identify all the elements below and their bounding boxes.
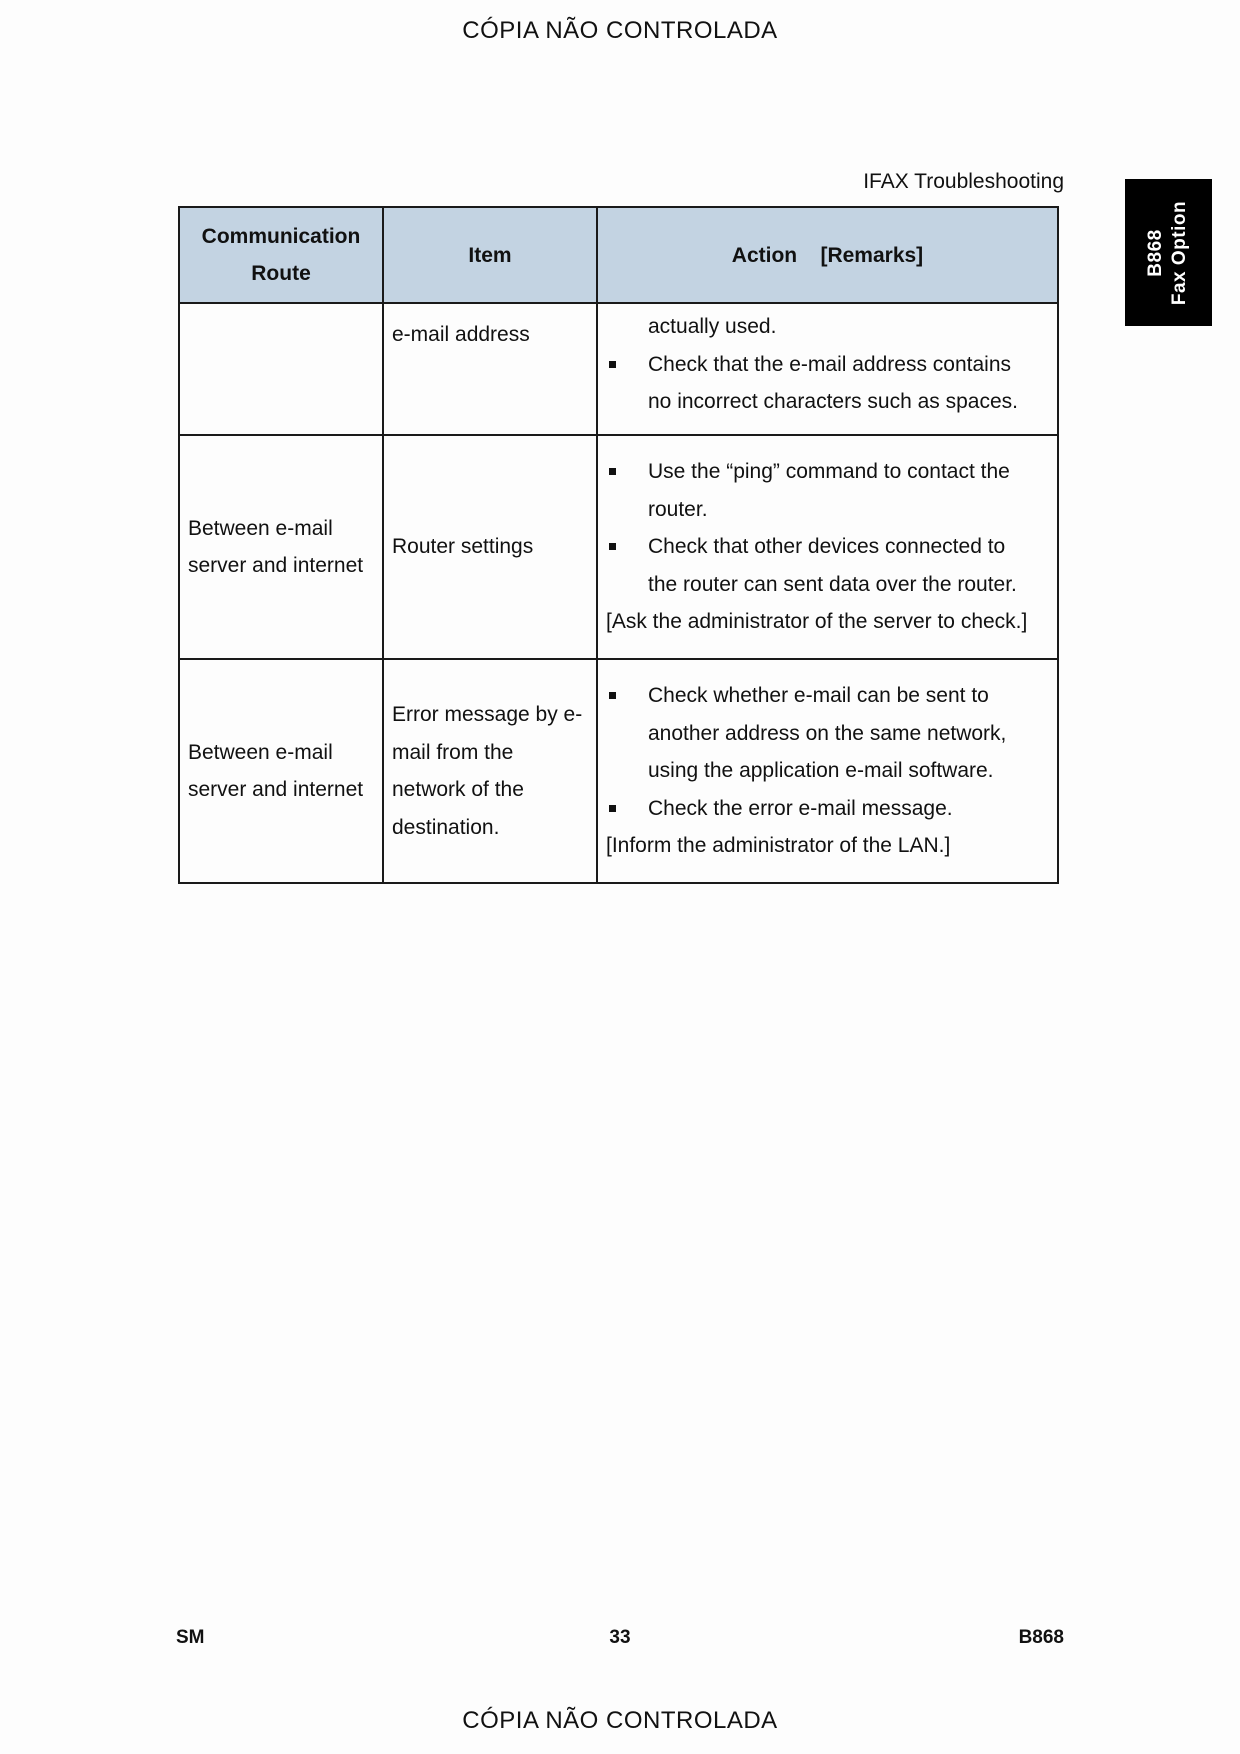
footer-manual-code: SM — [176, 1627, 205, 1648]
table-row — [179, 303, 1058, 435]
side-tab-model: B868 — [1145, 228, 1167, 277]
action-bullet: Check that other devices connected to — [606, 528, 1049, 566]
action-bullet: Check the error e-mail message. — [606, 790, 1049, 828]
action-bullet: Check that the e-mail address contains — [606, 346, 1049, 384]
item-cell: Error message by e-mail from the network of the destination. — [383, 659, 597, 883]
troubleshooting-table — [178, 206, 1059, 884]
action-bullet-continuation: another address on the same network, — [648, 721, 1007, 745]
action-cell — [597, 303, 1058, 435]
action-cell — [597, 435, 1058, 659]
action-bullet-continuation: router. — [648, 497, 708, 521]
table-header-row — [179, 207, 1058, 303]
route-cell: Between e-mail server and internet — [179, 435, 383, 659]
action-bullet-continuation: the router can sent data over the router. — [648, 572, 1017, 596]
item-cell: Router settings — [383, 435, 597, 659]
action-bullet: Use the “ping” command to contact the — [606, 453, 1049, 491]
table-row — [179, 435, 1058, 659]
table-row — [179, 659, 1058, 883]
action-bullet-continuation: using the application e-mail software. — [648, 759, 994, 783]
action-remark: [Ask the administrator of the server to check.] — [606, 610, 1028, 634]
footer-page-number: 33 — [609, 1627, 631, 1648]
footer-model-code: B868 — [1018, 1627, 1064, 1648]
watermark-top: CÓPIA NÃO CONTROLADA — [462, 17, 778, 44]
action-continuation: actually used. — [648, 315, 777, 338]
route-cell: Between e-mail server and internet — [179, 659, 383, 883]
action-bullet-continuation: no incorrect characters such as spaces. — [648, 390, 1019, 413]
action-remark: [Inform the administrator of the LAN.] — [606, 834, 951, 858]
running-head: IFAX Troubleshooting — [863, 170, 1064, 193]
header-action: Action [Remarks] — [597, 207, 1058, 303]
header-item: Item — [383, 207, 597, 303]
header-communication-route: Communication Route — [179, 207, 383, 303]
route-cell — [179, 303, 383, 435]
action-bullet: Check whether e-mail can be sent to — [606, 677, 1049, 715]
item-cell: e-mail address — [383, 303, 597, 435]
watermark-bottom: CÓPIA NÃO CONTROLADA — [462, 1707, 778, 1734]
side-tab-section: Fax Option — [1169, 200, 1191, 305]
action-cell — [597, 659, 1058, 883]
section-side-tab — [1125, 179, 1212, 326]
